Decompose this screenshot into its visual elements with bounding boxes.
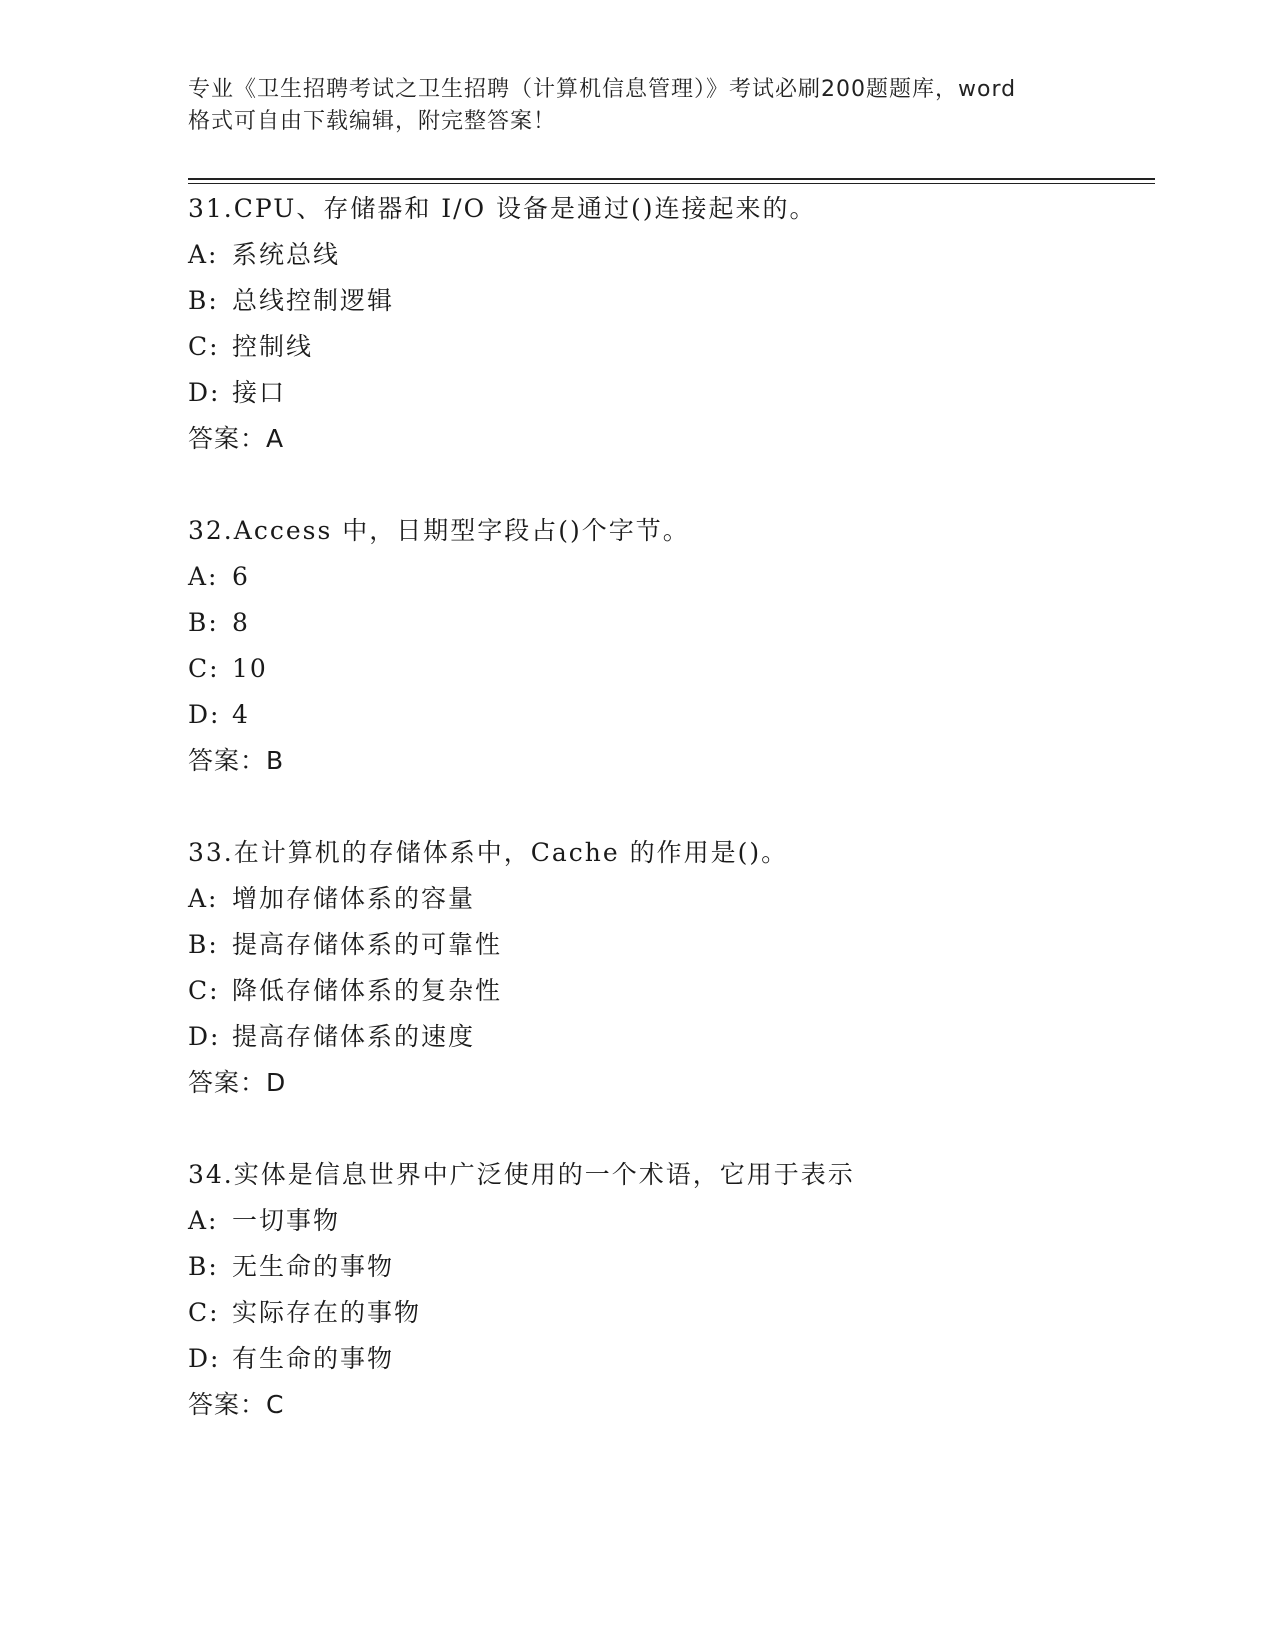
option-text: 降低存储体系的复杂性 <box>232 976 503 1005</box>
option-d <box>188 1336 1148 1382</box>
option-letter: D: <box>188 700 221 729</box>
option-b <box>188 278 1148 324</box>
option-a <box>188 554 1148 600</box>
option-text: 无生命的事物 <box>232 1252 395 1281</box>
option-letter: A: <box>188 884 219 913</box>
question-block <box>188 508 1148 784</box>
question-block <box>188 830 1148 1106</box>
header-divider-thick <box>188 178 1155 180</box>
option-a <box>188 1198 1148 1244</box>
question-block <box>188 1152 1148 1428</box>
answer-line: 答案：B <box>188 746 285 775</box>
option-c <box>188 646 1148 692</box>
option-letter: C: <box>188 1298 220 1327</box>
option-text: 增加存储体系的容量 <box>232 884 476 913</box>
question-text: 32.Access 中，日期型字段占()个字节。 <box>188 516 690 545</box>
option-text: 6 <box>232 562 250 591</box>
option-letter: A: <box>188 1206 219 1235</box>
option-letter: B: <box>188 1252 219 1281</box>
option-letter: D: <box>188 1344 221 1373</box>
option-c <box>188 324 1148 370</box>
option-text: 控制线 <box>232 332 314 361</box>
question-text: 34.实体是信息世界中广泛使用的一个术语，它用于表示 <box>188 1160 855 1189</box>
option-text: 实际存在的事物 <box>232 1298 422 1327</box>
option-text: 有生命的事物 <box>232 1344 395 1373</box>
option-letter: B: <box>188 930 219 959</box>
option-letter: A: <box>188 562 219 591</box>
header-divider-thin <box>188 183 1155 184</box>
option-a <box>188 232 1148 278</box>
option-d <box>188 1014 1148 1060</box>
option-c <box>188 1290 1148 1336</box>
document-header <box>188 74 1088 138</box>
option-letter: B: <box>188 286 219 315</box>
question-block <box>188 186 1148 462</box>
answer-line: 答案：A <box>188 424 285 453</box>
option-letter: C: <box>188 332 220 361</box>
option-letter: A: <box>188 240 219 269</box>
option-a <box>188 876 1148 922</box>
option-b <box>188 600 1148 646</box>
option-letter: C: <box>188 654 220 683</box>
header-line-1: 专业《卫生招聘考试之卫生招聘（计算机信息管理）》考试必刷200题题库，word <box>188 77 1017 102</box>
option-letter: D: <box>188 1022 221 1051</box>
option-text: 一切事物 <box>232 1206 341 1235</box>
option-text: 4 <box>232 700 250 729</box>
question-text: 33.在计算机的存储体系中，Cache 的作用是()。 <box>188 838 789 867</box>
option-c <box>188 968 1148 1014</box>
option-text: 10 <box>232 654 268 683</box>
option-letter: B: <box>188 608 219 637</box>
option-b <box>188 1244 1148 1290</box>
option-text: 总线控制逻辑 <box>232 286 395 315</box>
option-letter: C: <box>188 976 220 1005</box>
header-line-2: 格式可自由下载编辑，附完整答案！ <box>188 109 557 134</box>
option-text: 提高存储体系的速度 <box>232 1022 476 1051</box>
question-text: 31.CPU、存储器和 I/O 设备是通过()连接起来的。 <box>188 194 817 223</box>
option-b <box>188 922 1148 968</box>
option-text: 提高存储体系的可靠性 <box>232 930 503 959</box>
answer-line: 答案：D <box>188 1068 287 1097</box>
answer-line: 答案：C <box>188 1390 285 1419</box>
option-d <box>188 370 1148 416</box>
option-text: 系统总线 <box>232 240 341 269</box>
option-text: 接口 <box>232 378 287 407</box>
option-letter: D: <box>188 378 221 407</box>
option-d <box>188 692 1148 738</box>
option-text: 8 <box>232 608 250 637</box>
